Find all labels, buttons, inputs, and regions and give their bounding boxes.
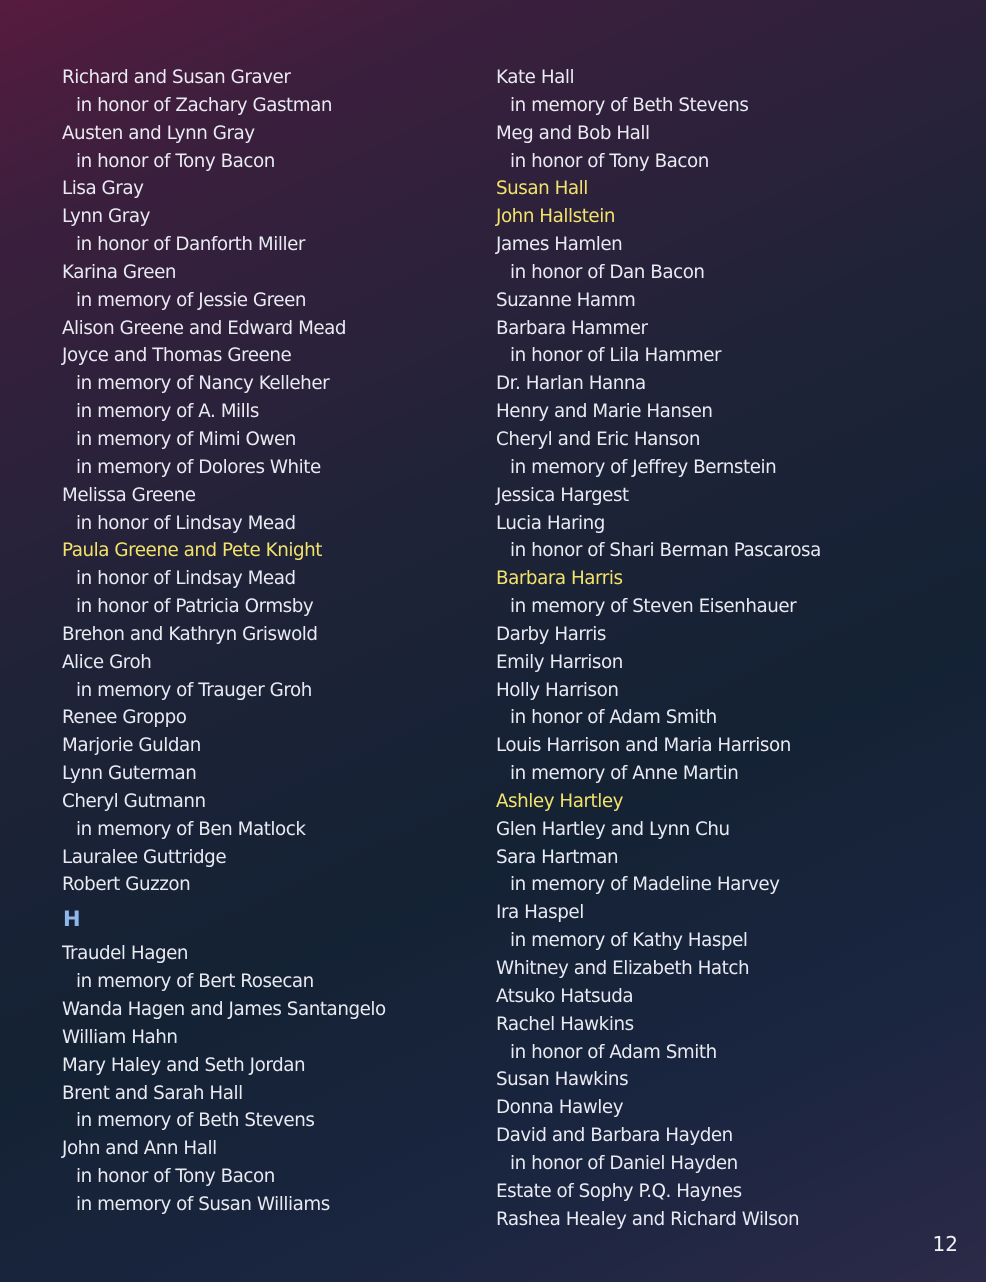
tribute-line: in memory of Mimi Owen — [76, 428, 296, 450]
tribute-line: in honor of Lila Hammer — [510, 345, 722, 367]
donor-name: Karina Green — [62, 261, 177, 283]
donor-name: Darby Harris — [496, 623, 606, 645]
tribute-line: in memory of Susan Williams — [76, 1193, 330, 1215]
donor-name: Melissa Greene — [62, 484, 196, 506]
donor-name-highlighted: Ashley Hartley — [496, 790, 624, 812]
donor-name: Atsuko Hatsuda — [496, 985, 634, 1007]
tribute-line: in memory of Madeline Harvey — [510, 874, 780, 896]
donor-name: Mary Haley and Seth Jordan — [62, 1054, 306, 1076]
tribute-line: in honor of Danforth Miller — [76, 234, 305, 256]
donor-column-right — [496, 64, 936, 1233]
donor-name: Estate of Sophy P.Q. Haynes — [496, 1180, 742, 1202]
tribute-line: in memory of Anne Martin — [510, 763, 739, 785]
tribute-line: in honor of Patricia Ormsby — [76, 596, 314, 618]
donor-name: Henry and Marie Hansen — [496, 401, 713, 423]
donor-name: Austen and Lynn Gray — [62, 122, 255, 144]
tribute-line: in honor of Tony Bacon — [510, 150, 709, 172]
donor-name: Glen Hartley and Lynn Chu — [496, 818, 730, 840]
donor-name: Barbara Hammer — [496, 317, 648, 339]
donor-name: Dr. Harlan Hanna — [496, 373, 646, 395]
tribute-line: in memory of Beth Stevens — [510, 94, 749, 116]
donor-name: Lauralee Guttridge — [62, 846, 227, 868]
tribute-line: in honor of Daniel Hayden — [510, 1152, 738, 1174]
donor-name: Lucia Haring — [496, 512, 605, 534]
donor-name: Ira Haspel — [496, 902, 584, 924]
donor-name: Richard and Susan Graver — [62, 67, 291, 88]
donor-name: Wanda Hagen and James Santangelo — [62, 999, 386, 1020]
donor-name: Susan Hawkins — [496, 1069, 629, 1091]
tribute-line: in honor of Adam Smith — [510, 707, 717, 729]
tribute-line: in memory of Trauger Groh — [76, 679, 312, 701]
tribute-line: in memory of Jessie Green — [76, 289, 307, 311]
donor-name: Kate Hall — [496, 67, 575, 88]
donor-name: Cheryl and Eric Hanson — [496, 428, 700, 450]
section-letter-heading: H — [63, 907, 81, 932]
donor-name: Sara Hartman — [496, 846, 619, 868]
donor-name: Traudel Hagen — [62, 943, 189, 965]
donor-name: Jessica Hargest — [496, 484, 629, 506]
tribute-line: in memory of Dolores White — [76, 456, 321, 478]
donor-name: Renee Groppo — [62, 707, 187, 729]
donor-name: Emily Harrison — [496, 651, 623, 673]
donor-name: John and Ann Hall — [62, 1138, 217, 1160]
donor-column-left — [62, 64, 502, 1219]
donor-name: Holly Harrison — [496, 679, 619, 701]
page-number: 12 — [932, 1232, 958, 1256]
donor-name: Lynn Guterman — [62, 763, 197, 785]
donor-name: Brehon and Kathryn Griswold — [62, 623, 318, 645]
donor-name: Brent and Sarah Hall — [62, 1082, 243, 1104]
donor-name: Meg and Bob Hall — [496, 122, 650, 144]
donor-name: Joyce and Thomas Greene — [62, 345, 292, 367]
donor-name: Whitney and Elizabeth Hatch — [496, 958, 750, 979]
tribute-line: in honor of Tony Bacon — [76, 150, 275, 172]
donor-name-highlighted: Paula Greene and Pete Knight — [62, 540, 322, 562]
donor-name: Marjorie Guldan — [62, 735, 201, 757]
tribute-line: in memory of Jeffrey Bernstein — [510, 456, 777, 478]
donor-name: Louis Harrison and Maria Harrison — [496, 735, 791, 757]
tribute-line: in honor of Lindsay Mead — [76, 568, 296, 590]
donor-name: Cheryl Gutmann — [62, 790, 206, 812]
donor-name: Robert Guzzon — [62, 874, 191, 896]
donor-name: James Hamlen — [496, 234, 623, 256]
tribute-line: in memory of Kathy Haspel — [510, 930, 748, 952]
tribute-line: in memory of Beth Stevens — [76, 1110, 315, 1132]
donor-name: Donna Hawley — [496, 1097, 624, 1119]
donor-name: Lynn Gray — [62, 206, 150, 228]
donor-name: Lisa Gray — [62, 178, 144, 200]
donor-name-highlighted: John Hallstein — [496, 206, 615, 228]
tribute-line: in honor of Lindsay Mead — [76, 512, 296, 534]
tribute-line: in honor of Dan Bacon — [510, 261, 705, 283]
tribute-line: in memory of Nancy Kelleher — [76, 373, 330, 395]
donor-name: Suzanne Hamm — [496, 289, 636, 311]
tribute-line: in honor of Shari Berman Pascarosa — [510, 540, 821, 562]
donor-name: Rachel Hawkins — [496, 1013, 634, 1035]
donor-name: Rashea Healey and Richard Wilson — [496, 1208, 800, 1230]
tribute-line: in honor of Adam Smith — [510, 1041, 717, 1063]
tribute-line: in honor of Tony Bacon — [76, 1166, 275, 1188]
donor-name-highlighted: Susan Hall — [496, 178, 588, 200]
donor-name: William Hahn — [62, 1026, 178, 1048]
donor-name: Alison Greene and Edward Mead — [62, 317, 347, 339]
donor-name-highlighted: Barbara Harris — [496, 568, 623, 590]
tribute-line: in honor of Zachary Gastman — [76, 94, 332, 116]
donor-name: David and Barbara Hayden — [496, 1125, 733, 1147]
tribute-line: in memory of A. Mills — [76, 401, 259, 423]
tribute-line: in memory of Bert Rosecan — [76, 971, 314, 993]
donor-name: Alice Groh — [62, 651, 152, 673]
tribute-line: in memory of Ben Matlock — [76, 818, 306, 840]
tribute-line: in memory of Steven Eisenhauer — [510, 596, 797, 618]
